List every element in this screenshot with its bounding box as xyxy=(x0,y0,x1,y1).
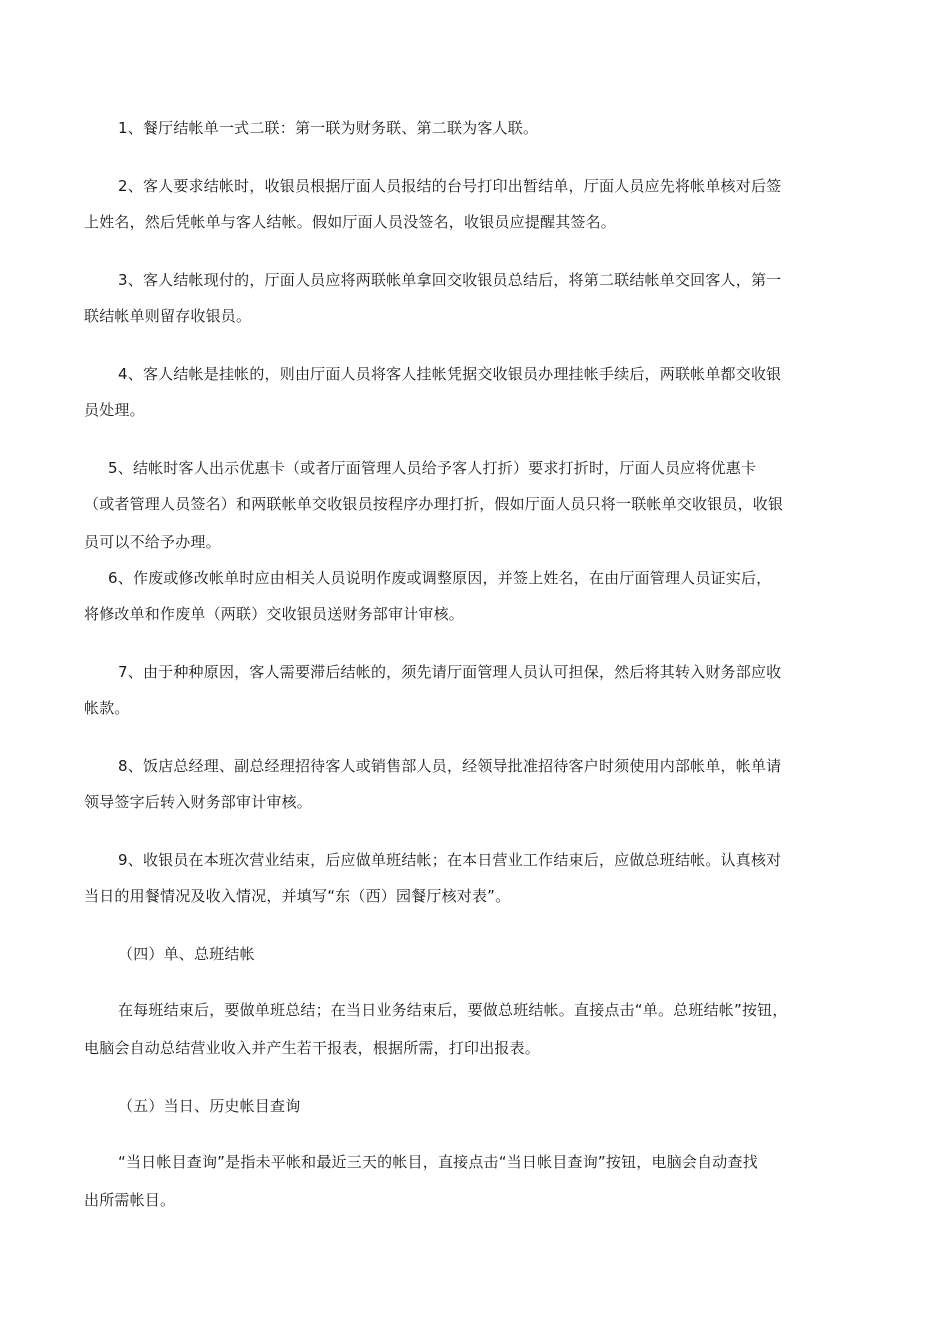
paragraph-6-line-1: 6、作废或修改帐单时应由相关人员说明作废或调整原因，并签上姓名，在由厅面管理人员证实后， xyxy=(108,569,772,587)
paragraph-3-line-1: 3、客人结帐现付的，厅面人员应将两联帐单拿回交收银员总结后，将第二联结帐单交回客人，第一 xyxy=(118,271,782,289)
paragraph-5-line-1: 5、结帐时客人出示优惠卡（或者厅面管理人员给予客人打折）要求打折时，厅面人员应将优惠卡 xyxy=(108,459,757,477)
paragraph-4-line-1: 4、客人结帐是挂帐的，则由厅面人员将客人挂帐凭据交收银员办理挂帐手续后，两联帐单都交收银 xyxy=(118,365,782,383)
paragraph-11-line-1: “当日帐目查询”是指未平帐和最近三天的帐目，直接点击“当日帐目查询”按钮，电脑会自动查找 xyxy=(118,1153,758,1171)
paragraph-9-line-2: 当日的用餐情况及收入情况，并填写“东（西）园餐厅核对表”。 xyxy=(84,887,511,905)
paragraph-7-line-2: 帐款。 xyxy=(84,699,130,717)
paragraph-2-line-2: 上姓名，然后凭帐单与客人结帐。假如厅面人员没签名，收银员应提醒其签名。 xyxy=(84,213,617,231)
paragraph-8-line-2: 领导签字后转入财务部审计审核。 xyxy=(84,793,313,811)
paragraph-10-line-1: 在每班结束后，要做单班总结；在当日业务结束后，要做总班结帐。直接点击“单。总班结帐”按钮， xyxy=(118,1001,788,1019)
section-heading-4: （四）单、总班结帐 xyxy=(118,945,255,963)
paragraph-7-line-1: 7、由于种种原因，客人需要滞后结帐的，须先请厅面管理人员认可担保，然后将其转入财务部应收 xyxy=(118,663,782,681)
paragraph-8-line-1: 8、饭店总经理、副总经理招待客人或销售部人员，经领导批准招待客户时须使用内部帐单，帐单请 xyxy=(118,757,782,775)
paragraph-5-line-2: （或者管理人员签名）和两联帐单交收银员按程序办理打折，假如厅面人员只将一联帐单交收银员，收银 xyxy=(84,495,784,513)
paragraph-1-line-1: 1、餐厅结帐单一式二联：第一联为财务联、第二联为客人联。 xyxy=(118,119,539,137)
paragraph-9-line-1: 9、收银员在本班次营业结束，后应做单班结帐；在本日营业工作结束后，应做总班结帐。认真核对 xyxy=(118,851,782,869)
section-heading-5: （五）当日、历史帐目查询 xyxy=(118,1097,301,1115)
paragraph-6-line-2: 将修改单和作废单（两联）交收银员送财务部审计审核。 xyxy=(84,605,465,623)
paragraph-2-line-1: 2、客人要求结帐时，收银员根据厅面人员报结的台号打印出暂结单，厅面人员应先将帐单核对后签 xyxy=(118,177,782,195)
paragraph-4-line-2: 员处理。 xyxy=(84,401,145,419)
paragraph-3-line-2: 联结帐单则留存收银员。 xyxy=(84,307,252,325)
paragraph-11-line-2: 出所需帐目。 xyxy=(84,1191,176,1209)
paragraph-5-line-3: 员可以不给予办理。 xyxy=(84,533,221,551)
paragraph-10-line-2: 电脑会自动总结营业收入并产生若干报表，根据所需，打印出报表。 xyxy=(84,1039,541,1057)
